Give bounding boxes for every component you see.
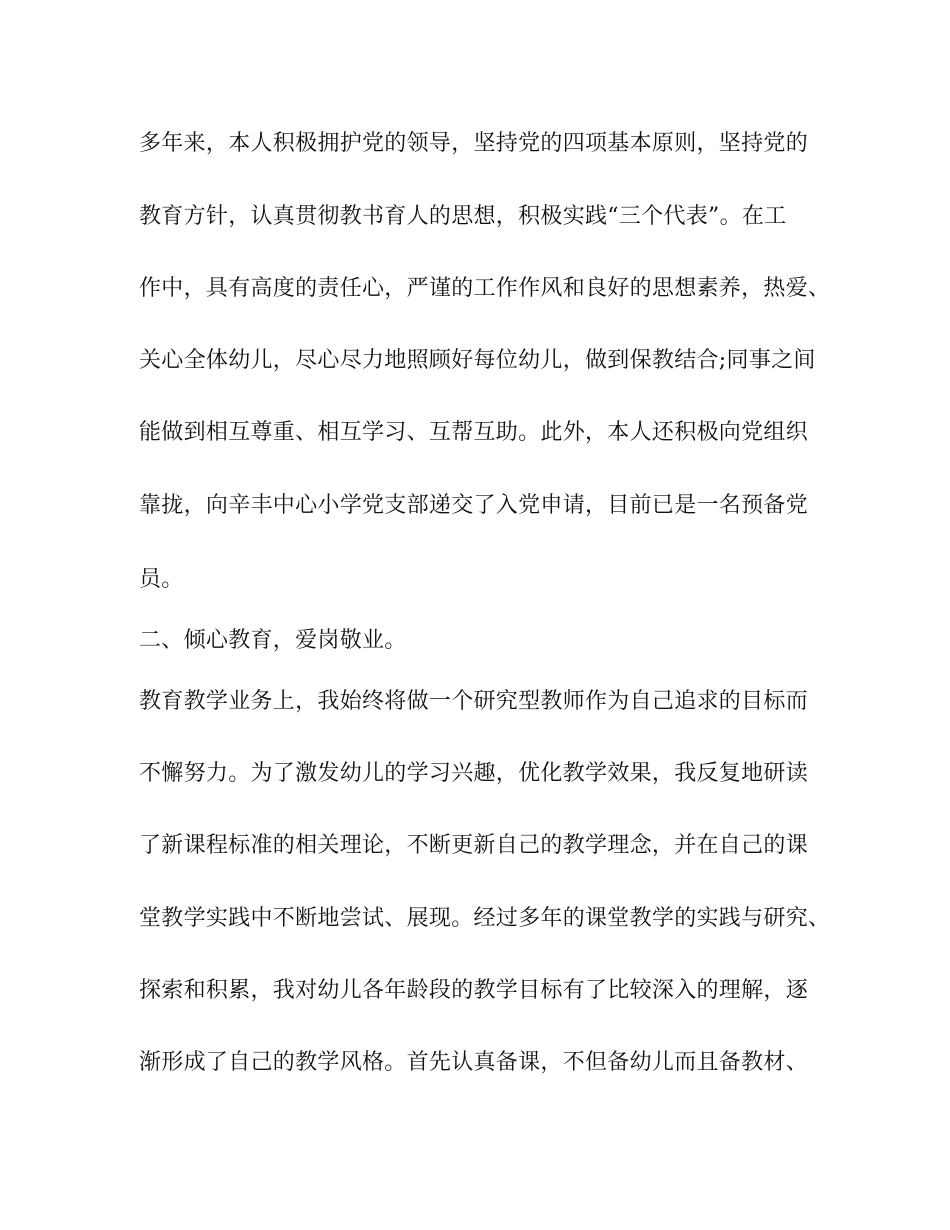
- paragraph-line: 堂教学实践中不断地尝试、展现。经过多年的课堂教学的实践与研究、: [139, 906, 831, 931]
- paragraph-line: 教育方针，认真贯彻教书育人的思想，积极实践“三个代表”。在工: [139, 204, 787, 229]
- paragraph-line: 员。: [139, 567, 184, 592]
- paragraph-line: 不懈努力。为了激发幼儿的学习兴趣，优化教学效果，我反复地研读: [139, 761, 809, 786]
- paragraph-line: 靠拢，向辛丰中心小学党支部递交了入党申请，目前已是一名预备党: [139, 493, 809, 518]
- paragraph-line: 能做到相互尊重、相互学习、互帮互助。此外，本人还积极向党组织: [139, 420, 809, 445]
- paragraph-line: 了新课程标准的相关理论，不断更新自己的教学理念，并在自己的课: [139, 833, 809, 858]
- paragraph-line: 多年来，本人积极拥护党的领导，坚持党的四项基本原则，坚持党的: [139, 131, 809, 156]
- paragraph-line: 作中，具有高度的责任心，严谨的工作作风和良好的思想素养，热爱、: [139, 276, 831, 301]
- paragraph-line: 教育教学业务上，我始终将做一个研究型教师作为自己追求的目标而: [139, 689, 809, 714]
- section-heading: 二、倾心教育，爱岗敬业。: [139, 628, 407, 653]
- paragraph-line: 关心全体幼儿，尽心尽力地照顾好每位幼儿，做到保教结合;同事之间: [139, 348, 816, 373]
- paragraph-line: 探索和积累，我对幼儿各年龄段的教学目标有了比较深入的理解，逐: [139, 978, 809, 1003]
- paragraph-line: 渐形成了自己的教学风格。首先认真备课，不但备幼儿而且备教材、: [139, 1050, 809, 1075]
